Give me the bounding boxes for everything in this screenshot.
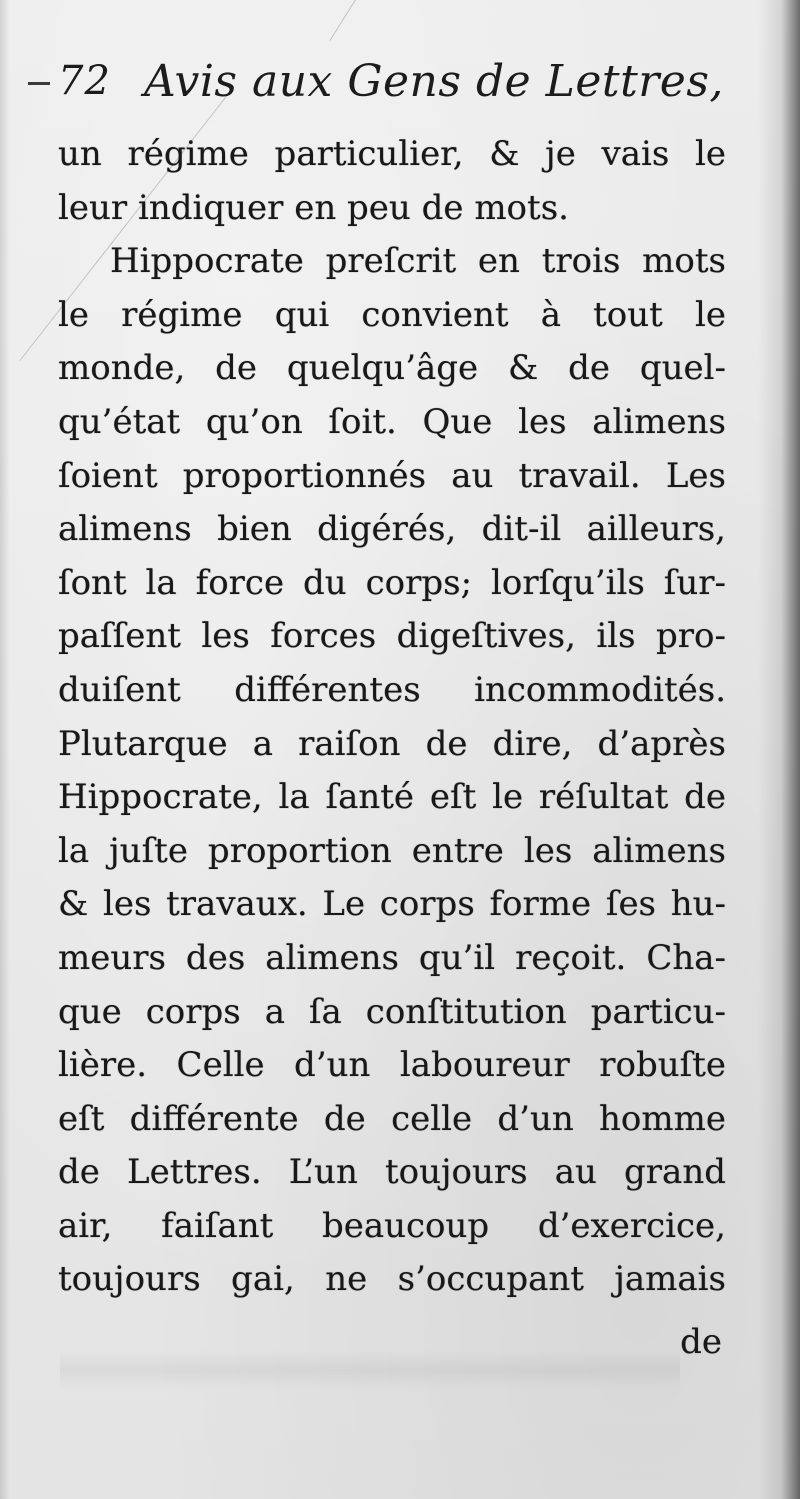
- text-line: qu’état qu’on ſoit. Que les alimens: [58, 401, 726, 442]
- body-text: [58, 128, 726, 1307]
- text-line: eſt différente de celle d’un homme: [58, 1098, 726, 1139]
- text-line: Hippocrate, la ſanté eſt le réſultat de: [58, 777, 726, 818]
- running-title: Avis aux Gens de Lettres,: [144, 56, 724, 107]
- catchword: de: [680, 1322, 722, 1362]
- text-line: monde, de quelqu’âge & de quel-: [58, 348, 726, 389]
- text-line: le régime qui convient à tout le: [58, 294, 726, 335]
- text-line: ſont la force du corps; lorſqu’ils ſur-: [58, 562, 726, 603]
- text-line: un régime particulier, & je vais le: [58, 134, 726, 174]
- text-line: Hippocrate preſcrit en trois mots: [110, 241, 726, 282]
- text-line: Plutarque a raiſon de dire, d’après: [58, 723, 726, 764]
- text-line: lière. Celle d’un laboureur robuſte: [58, 1045, 726, 1086]
- text-line: ſoient proportionnés au travail. Les: [58, 455, 726, 496]
- page-number: 72: [58, 58, 111, 104]
- text-line: la juſte proportion entre les alimens: [58, 830, 726, 871]
- paper-scratch: [330, 0, 379, 41]
- text-line: meurs des alimens qu’il reçoit. Cha-: [58, 937, 726, 978]
- text-line: leur indiquer en peu de mots.: [58, 187, 569, 228]
- text-line: & les travaux. Le corps forme ſes hu-: [58, 884, 726, 925]
- page-header: [28, 52, 728, 118]
- text-line: que corps a ſa conſtitution particu-: [58, 991, 726, 1032]
- spine-shadow: [758, 0, 800, 1499]
- text-line: air, faiſant beaucoup d’exercice,: [58, 1205, 726, 1246]
- text-line: de Lettres. L’un toujours au grand: [58, 1152, 726, 1193]
- page-left-edge-shadow: [0, 0, 10, 1499]
- text-line: duiſent différentes incommodités.: [58, 669, 726, 710]
- header-dash: [28, 82, 50, 85]
- text-line: paſſent les forces digeſtives, ils pro-: [58, 616, 726, 657]
- ink-bleed-through: [60, 1350, 680, 1390]
- text-line: alimens bien digérés, dit-il ailleurs,: [58, 509, 726, 550]
- text-line: toujours gai, ne s’occupant jamais: [58, 1259, 726, 1300]
